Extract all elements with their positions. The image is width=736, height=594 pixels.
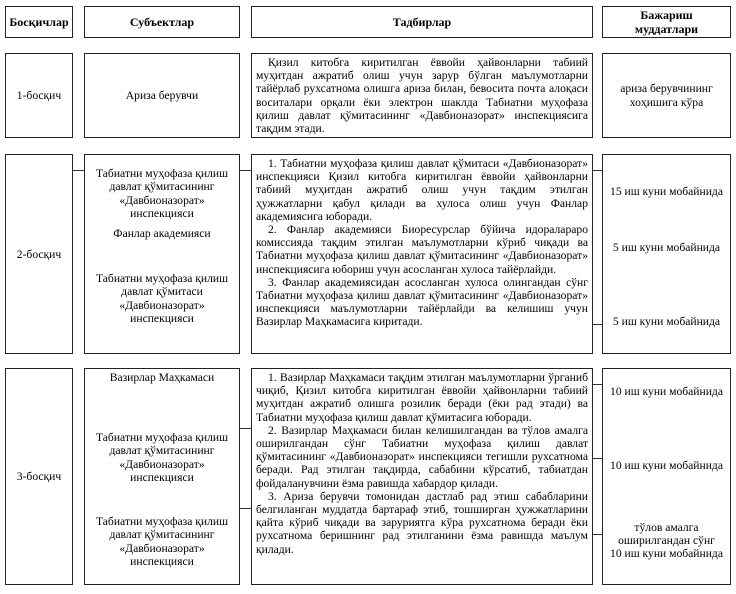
stage-3-label: 3-босқич bbox=[5, 368, 73, 585]
stage-3-subject-3: Табиатни муҳофаза қилиш давлат қўмитасининг «Давбионазорат» инспекцияси bbox=[95, 515, 229, 569]
connector-line bbox=[240, 508, 251, 509]
stage-2-subject-1: Табиатни муҳофаза қилиш давлат қўмитасининг «Давбионазорат» инспекцияси bbox=[95, 167, 229, 221]
header-measures: Тадбирлар bbox=[251, 6, 593, 38]
header-stages: Босқичлар bbox=[5, 6, 73, 38]
connector-line bbox=[593, 170, 602, 171]
stage-2-measures bbox=[251, 154, 593, 354]
stage-3-measure-1: 1. Вазирлар Маҳкамаси тақдим этилган маълумотларни ўрганиб чиқиб, Қизил китобга киритилган ёввойи ҳайвонларни табиий муҳитдан ажратиб олишга розилик беради (ёки рад этади) ва Табиатни муҳофаза қилиш давлат қўмитасига юборади. bbox=[256, 371, 588, 424]
header-subjects: Субъектлар bbox=[84, 6, 240, 38]
stage-3-deadline-3a: тўлов амалга оширилгандан сўнг bbox=[618, 521, 715, 548]
connector-line bbox=[73, 170, 84, 171]
stage-3-subject-1: Вазирлар Маҳкамаси bbox=[109, 371, 215, 384]
stage-1-subject: Ариза берувчи bbox=[84, 53, 240, 138]
connector-line bbox=[593, 384, 602, 385]
stage-3-measure-2: 2. Вазирлар Маҳкамаси билан келишилгандан ва тўлов амалга оширилгандан сўнг Табиатни муҳофаза қилиш давлат қўмитасининг «Давбионазорат» инспекцияси тегишли рухсатнома беради. Рад этилган тақдирда, сабабини кўрсатиб, табиатдан фойдаланувчини ёзма равишда хабардор қилади. bbox=[256, 423, 588, 490]
stage-3-measure-3: 3. Ариза берувчи томонидан дастлаб рад этиш сабабларини белгиланган муддатда бартараф этиб, тошширган ҳужжатларини қайта кўриб чиқади ва заруриятга кўра рухсатнома беради ёки рухсатнома беришнинг рад этилганини ёзма равишда маълум қилади. bbox=[256, 489, 588, 556]
stage-3-deadlines bbox=[602, 368, 731, 585]
stage-3-deadline-1: 10 иш куни мобайнида bbox=[610, 385, 723, 398]
stage-2-deadline-1: 15 иш куни мобайнида bbox=[610, 185, 723, 198]
stage-2-deadline-3: 5 иш куни мобайнида bbox=[612, 315, 721, 328]
stage-2-label: 2-босқич bbox=[5, 154, 73, 354]
stage-3-subjects bbox=[84, 368, 240, 585]
stage-2-measure-3: 3. Фанлар академиясидан асосланган хулоса олингандан сўнг Табиатни муҳофаза қилиш давлат қўмитасининг «Давбионазорат» инспекцияси маълумотларни тайёрлайди ва келишиш учун Вазирлар Маҳкамасига киритади. bbox=[256, 275, 588, 329]
stage-1-label: 1-босқич bbox=[5, 53, 73, 138]
connector-line bbox=[593, 324, 602, 325]
stage-2-subject-3: Табиатни муҳофаза қилиш давлат қўмитаси «Давбионазорат» инспекцияси bbox=[95, 272, 229, 326]
header-deadlines: Бажариш муддатлари bbox=[602, 6, 731, 38]
stage-3-deadline-2: 10 иш куни мобайнида bbox=[610, 459, 723, 472]
stage-2-subjects bbox=[84, 154, 240, 354]
stage-2-deadline-2: 5 иш куни мобайнида bbox=[612, 241, 721, 254]
stage-2-measure-1: 1. Табиатни муҳофаза қилиш давлат қўмитаси «Давбионазорат» инспекцияси Қизил китобга киритилган ёввойи ҳайвонларни табиий муҳитдан ажратиб олиш учун тақдим этилган ҳужжатларни қабул қилади ва хулоса олиш учун Фанлар академиясига юборади. bbox=[256, 157, 588, 223]
stage-1-measure-text: Қизил китобга киритилган ёввойи ҳайвонларни табиий муҳитдан ажратиб олиш учун зарур бўлган маълумотларни тайёрлаб рухсатнома олишга ариза билан, бевосита почта алоқаси воситалари орқали ёки электрон шаклда Табиатни муҳофаза қилиш давлат қўмитасининг «Давбионазорат» инспекциясига тақдим этади. bbox=[256, 56, 588, 136]
stage-3-deadline-3b: 10 иш куни мобайнида bbox=[610, 547, 723, 560]
stage-2-deadlines bbox=[602, 154, 731, 354]
connector-line bbox=[593, 458, 602, 459]
stage-3-subject-2: Табиатни муҳофаза қилиш давлат қўмитасининг «Давбионазорат» инспекцияси bbox=[95, 431, 229, 485]
stage-2-measure-2: 2. Фанлар академияси Биоресурслар бўйича идоралараро комиссияда тақдим этилган маълумотларни кўриб чиқади ва Табиатни муҳофаза қилиш давлат қўмитасининг «Давбионазорат» инспекциясига юбориш учун асосланган хулоса тайёрлайди. bbox=[256, 223, 588, 276]
connector-line bbox=[240, 428, 251, 429]
stage-3-measures bbox=[251, 368, 593, 585]
connector-line bbox=[240, 170, 251, 171]
stage-2-subject-2: Фанлар академияси bbox=[113, 227, 211, 240]
connector-line bbox=[593, 534, 602, 535]
stage-1-deadline: ариза берувчининг хоҳишига кўра bbox=[602, 53, 731, 138]
stage-1-measure bbox=[251, 53, 593, 138]
